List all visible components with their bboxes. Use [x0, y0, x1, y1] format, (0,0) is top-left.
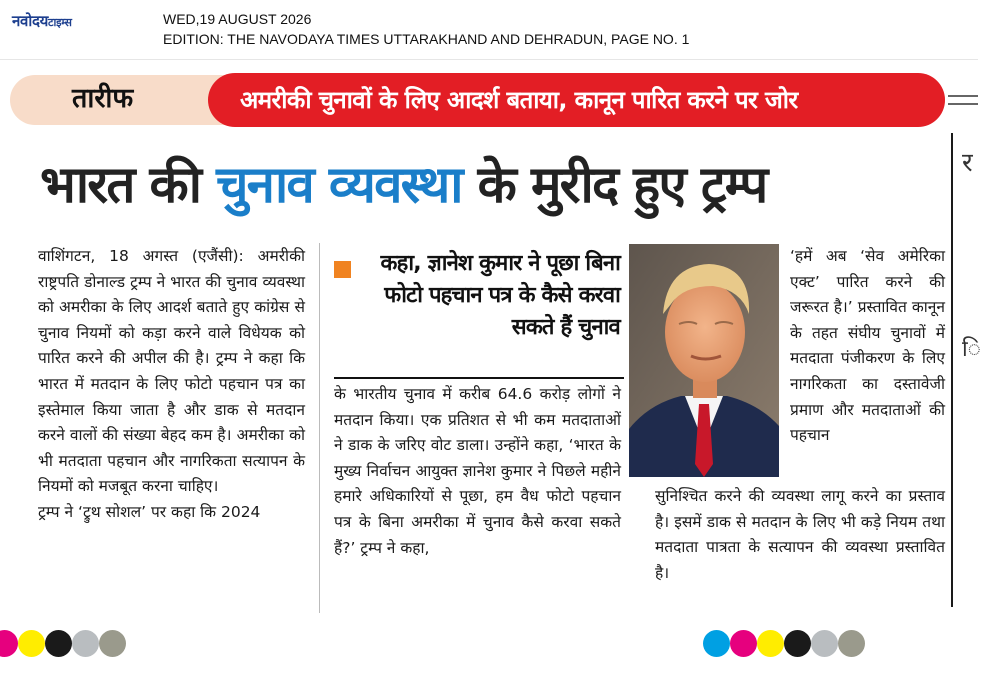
subheadline: कहा, ज्ञानेश कुमार ने पूछा बिना फोटो पहचान पत्र के कैसे करवा सकते हैं चुनाव — [380, 251, 620, 340]
edge-rule — [948, 95, 978, 105]
kicker-text: अमरीकी चुनावों के लिए आदर्श बताया, कानून पारित करने पर जोर — [240, 86, 798, 114]
page-header — [0, 0, 978, 60]
registration-dot-right-3 — [784, 630, 811, 657]
registration-dot-right-0 — [703, 630, 730, 657]
article-column-3-continued — [655, 484, 945, 586]
column-1-paragraph-1: वाशिंगटन, 18 अगस्त (एजैंसी): अमरीकी राष्ट्रपति डोनाल्ड ट्रम्प ने भारत की चुनाव व्यवस्था को अमरीका के लिए आदर्श बताते हुए कांग्रेस से चुनाव नियमों को कड़ा करने वाले विधेयक को पारित करने की अपील की है। ट्रम्प ने कहा कि भारत में मतदान के लिए फोटो पहचान पत्र का इस्तेमाल किया जाता है और डाक से मतदान करने वालों की संख्या बेहद कम है। अमरीका को भी मतदाता पहचान और नागरिकता सत्यापन के नियमों को मजबूत करना चाहिए। — [38, 247, 305, 496]
article-column-3 — [790, 244, 945, 449]
headline — [40, 147, 766, 217]
kicker-banner — [10, 73, 945, 129]
registration-dot-left-0 — [0, 630, 18, 657]
headline-highlight: चुनाव व्यवस्था — [216, 156, 462, 215]
registration-dot-left-2 — [45, 630, 72, 657]
orange-bullet-icon — [334, 261, 351, 278]
registration-dot-right-5 — [838, 630, 865, 657]
column-2-paragraph-1: के भारतीय चुनाव में करीब 64.6 करोड़ लोगों ने मतदान किया। एक प्रतिशत से भी कम मतदाताओं ने डाक के जरिए वोट डाला। उन्होंने कहा, ‘भारत के मुख्य निर्वाचन आयुक्त ज्ञानेश कुमार ने पिछले महीने हमारे अधिकारियों से पूछा, हम वैध फोटो पहचान पत्र के बिना अमरीका में चुनाव कैसे करवा सकते हैं?’ ट्रम्प ने कहा, — [334, 385, 621, 557]
headline-part-2: के मुरीद हुए ट्रम्प — [461, 156, 767, 215]
article-column-1 — [10, 244, 305, 526]
column-1-paragraph-2: ट्रम्प ने ‘ट्रुथ सोशल’ पर कहा कि 2024 — [38, 502, 261, 521]
kicker-label: तारीफ — [72, 83, 134, 114]
registration-dot-right-4 — [811, 630, 838, 657]
date-line: WED,19 AUGUST 2026 — [163, 11, 312, 27]
cropped-adjacent-text-2: ि — [962, 337, 981, 362]
registration-dot-left-1 — [18, 630, 45, 657]
news-photo[interactable] — [629, 244, 779, 477]
subheadline-box — [334, 248, 620, 344]
column-divider-1 — [319, 243, 320, 613]
cropped-adjacent-text: र — [962, 148, 973, 178]
subheadline-rule — [334, 377, 624, 379]
registration-dot-right-1 — [730, 630, 757, 657]
article-column-2 — [334, 382, 621, 561]
registration-color-bar — [0, 630, 978, 691]
headline-part-1: भारत की — [40, 156, 217, 215]
registration-dot-right-2 — [757, 630, 784, 657]
column-3-paragraph-1: ‘हमें अब ‘सेव अमेरिका एक्ट’ पारित करने की जरूरत है।’ प्रस्तावित कानून के तहत संघीय चुनावों में मतदाता पंजीकरण के लिए नागरिकता का दस्तावेजी प्रमाण और मतदाताओं की पहचान — [790, 247, 945, 445]
newspaper-logo[interactable] — [12, 11, 72, 31]
column-divider-right — [951, 133, 953, 607]
registration-dot-left-4 — [99, 630, 126, 657]
article-clipping — [0, 61, 981, 630]
registration-dot-left-3 — [72, 630, 99, 657]
column-3-paragraph-2: सुनिश्चित करने की व्यवस्था लागू करने का प्रस्ताव है। इसमें डाक से मतदान के लिए भी कड़े नियम तथा मतदाता पात्रता के सत्यापन की व्यवस्था प्रस्तावित है। — [655, 487, 945, 582]
logo-main-text: नवोदय — [12, 12, 49, 30]
edition-line: EDITION: THE NAVODAYA TIMES UTTARAKHAND AND DEHRADUN, PAGE NO. 1 — [163, 31, 690, 47]
portrait-photo-icon — [629, 244, 779, 477]
logo-sub-text: टाइम्स — [48, 16, 72, 29]
edition-info — [163, 9, 689, 49]
